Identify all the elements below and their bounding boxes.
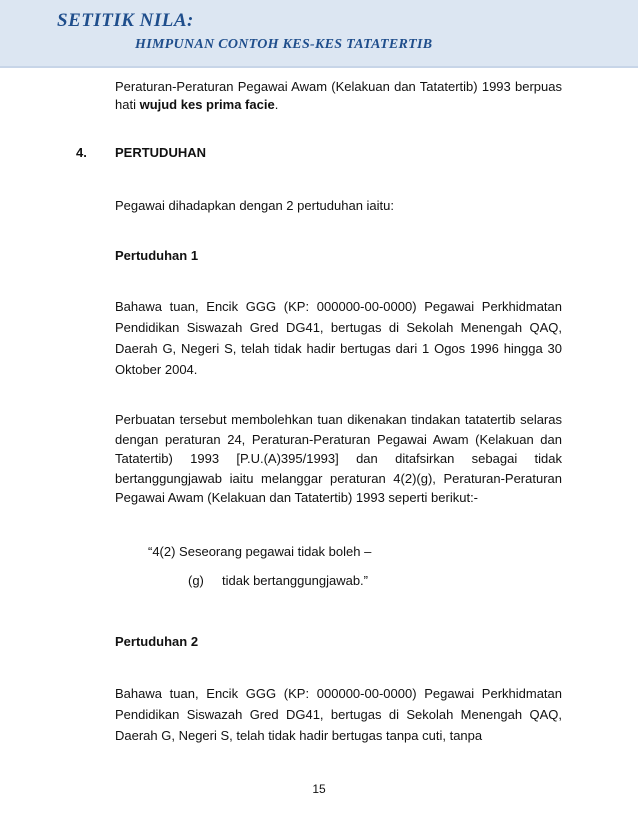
page-number: 15 [312, 782, 326, 796]
charge1-heading: Pertuduhan 1 [115, 248, 199, 263]
quote-line: “4(2) Seseorang pegawai tidak boleh – [148, 544, 372, 559]
intro-text: Peraturan-Peraturan Pegawai Awam (Kelakuan dan Tatatertib) 1993 berpuas hati [115, 79, 562, 112]
intro-paragraph [115, 78, 562, 114]
charge1-action: Perbuatan tersebut membolehkan tuan dikenakan tindakan tatatertib selaras dengan peraturan 24, Peraturan-Peraturan Pegawai Awam (Kelakuan dan Tatatertib) 1993 [P.U.(A)395/1993] dan ditafsirkan sebagai tidak bertanggungjawab iaitu melanggar peraturan 4(2)(g), Peraturan-Peraturan Pegawai Awam (Kelakuan dan Tatatertib) 1993 seperti berikut:- [115, 412, 562, 505]
header-subtitle: HIMPUNAN CONTOH KES-KES TATATERTIB [135, 37, 433, 52]
charge1-body: Bahawa tuan, Encik GGG (KP: 000000-00-0000) Pegawai Perkhidmatan Pendidikan Siswazah Gred DG41, bertugas di Sekolah Menengah QAQ, Daerah G, Negeri S, telah tidak hadir bertugas dari 1 Ogos 1996 hingga 30 Oktober 2004. [115, 299, 562, 377]
header-title: SETITIK NILA: [57, 10, 194, 31]
quote-item-label: (g) [188, 573, 204, 588]
section-title: PERTUDUHAN [115, 145, 206, 160]
lead-paragraph: Pegawai dihadapkan dengan 2 pertuduhan iaitu: [115, 198, 395, 213]
intro-bold-text: wujud kes prima facie [139, 97, 275, 112]
page-header [0, 0, 638, 68]
intro-end: . [274, 97, 279, 112]
section-number: 4. [76, 145, 87, 160]
charge2-heading: Pertuduhan 2 [115, 634, 199, 649]
charge2-body: Bahawa tuan, Encik GGG (KP: 000000-00-0000) Pegawai Perkhidmatan Pendidikan Siswazah Gred DG41, bertugas di Sekolah Menengah QAQ, Daerah G, Negeri S, telah tidak hadir bertugas tanpa cuti, tanpa [115, 686, 562, 743]
quote-item-text: tidak bertanggungjawab.” [222, 573, 368, 588]
